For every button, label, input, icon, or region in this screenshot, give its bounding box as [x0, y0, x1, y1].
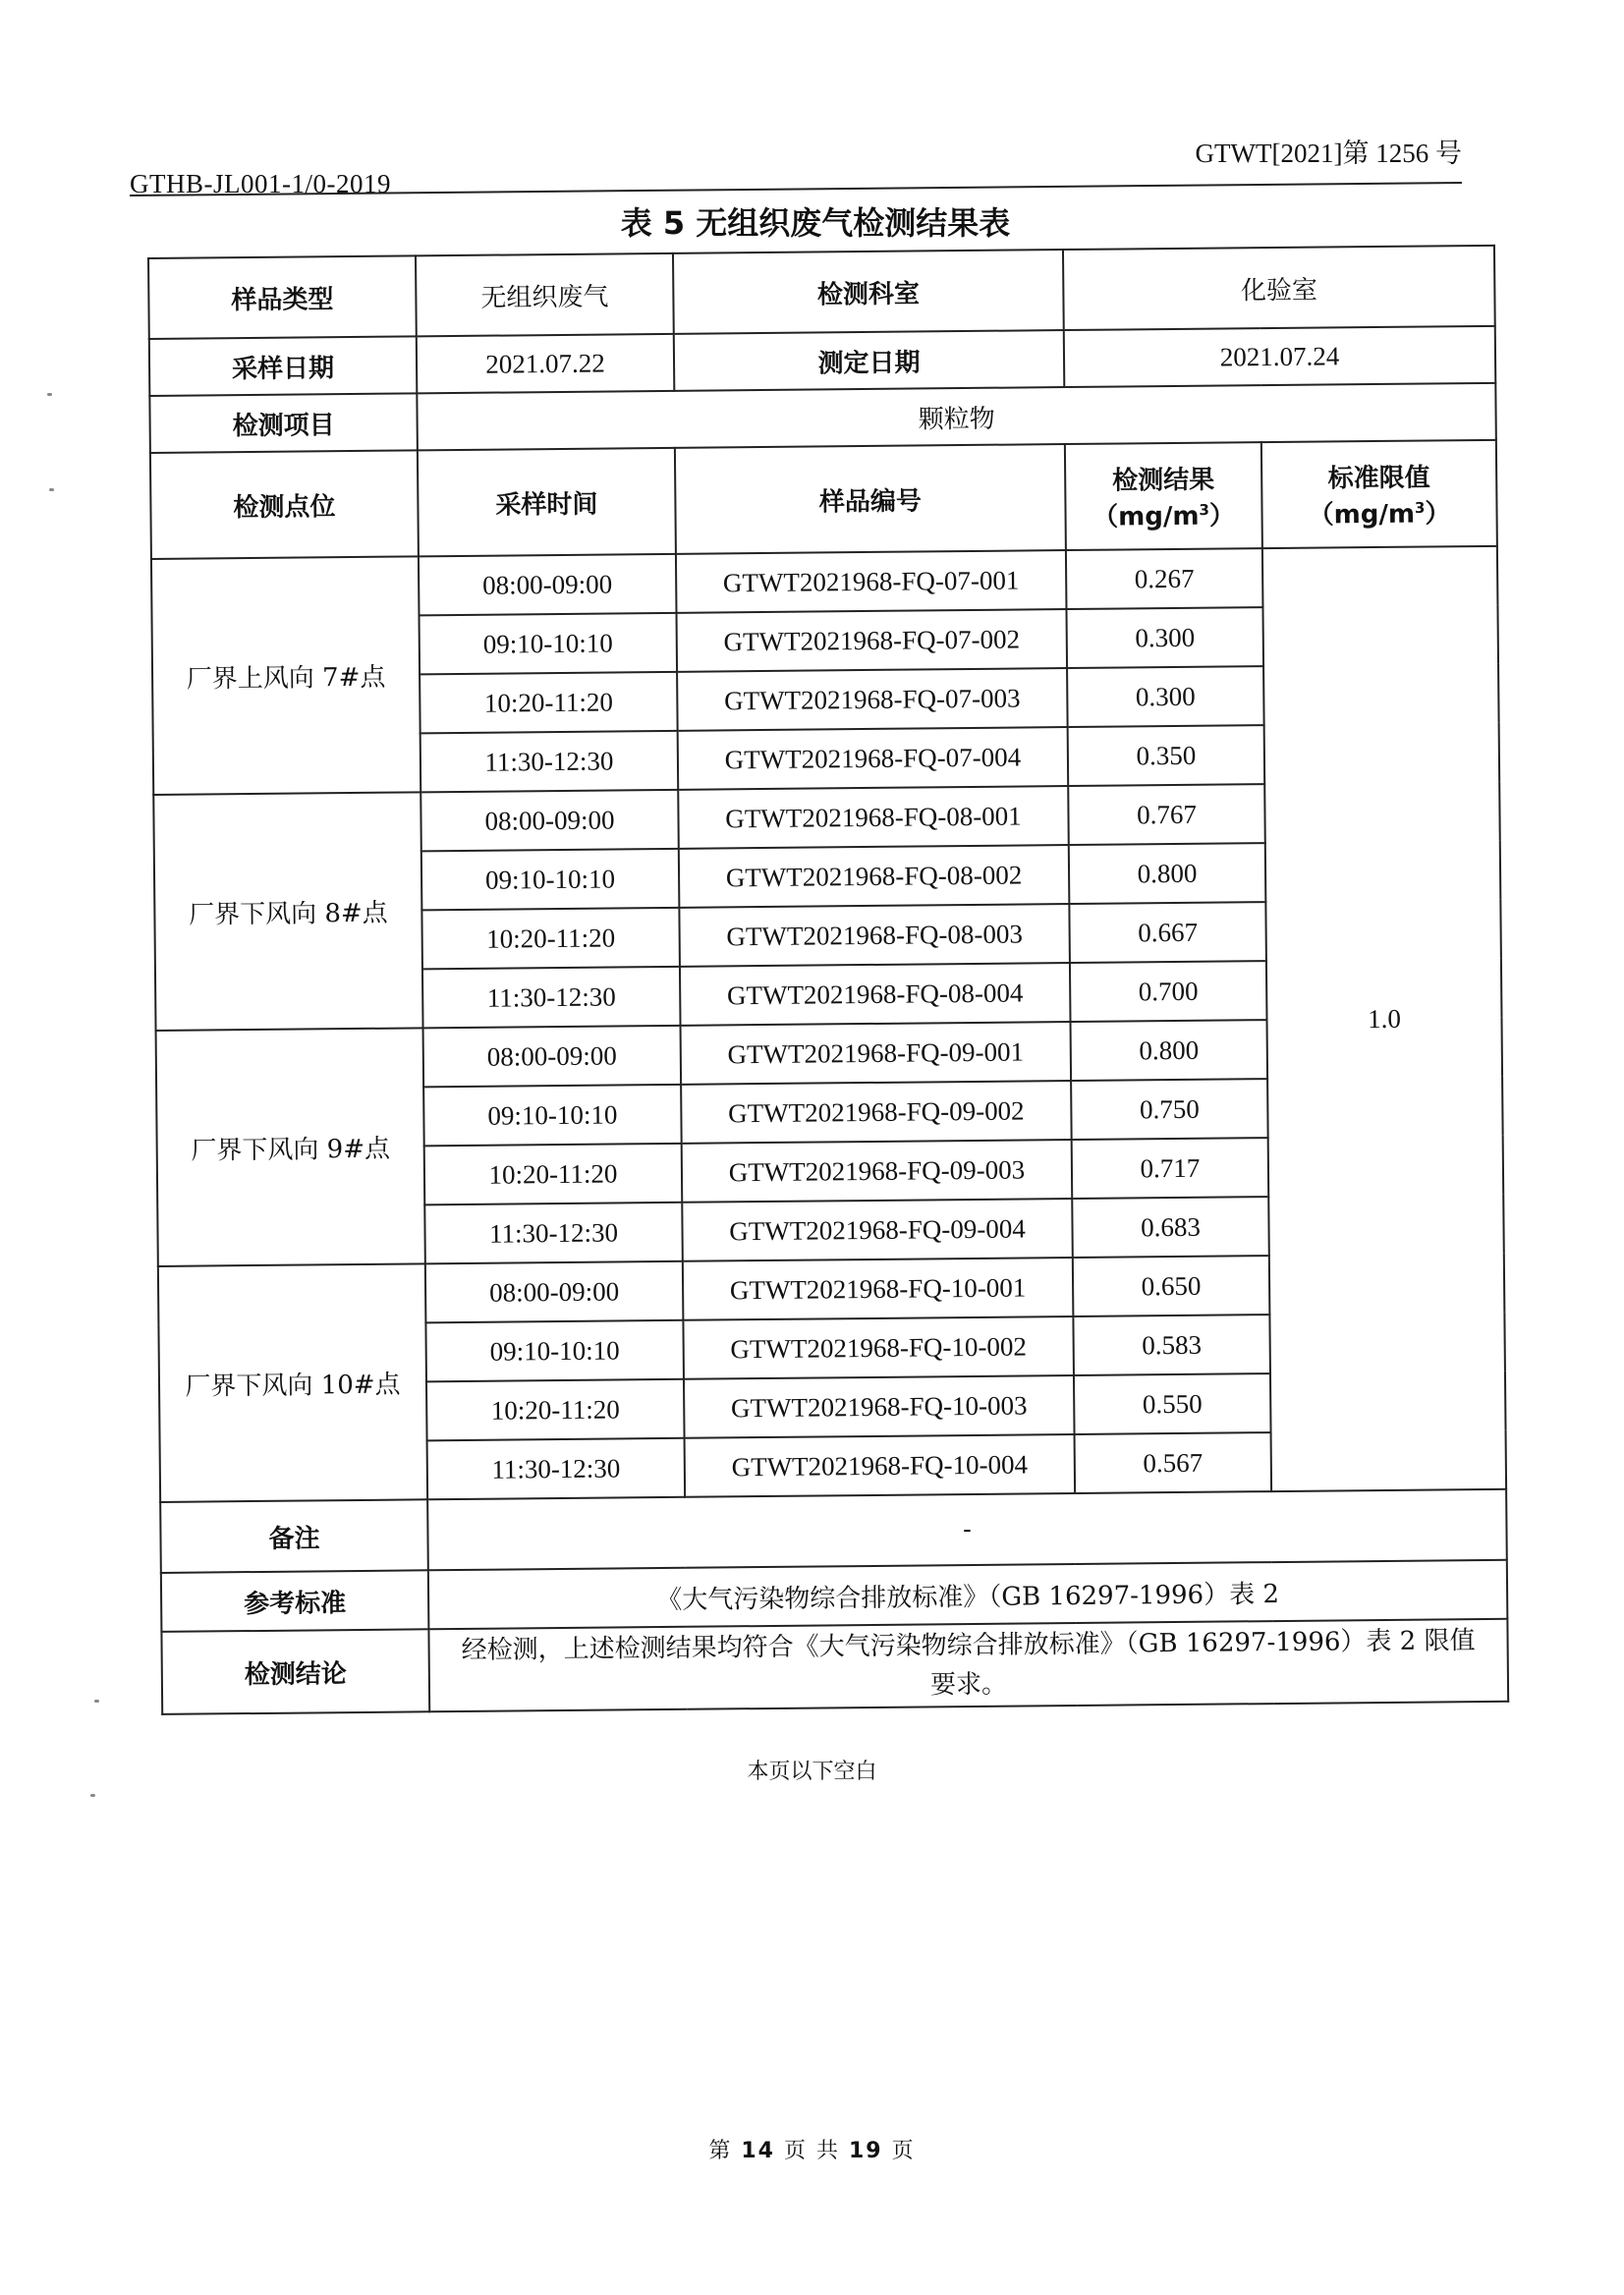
time-cell: 11:30-12:30 [427, 1438, 686, 1500]
sample-type-label: 样品类型 [148, 255, 417, 339]
sample-id-cell: GTWT2021968-FQ-10-001 [683, 1258, 1074, 1320]
point-cell: 厂界上风向 7#点 [151, 556, 420, 795]
time-cell: 10:20-11:20 [426, 1379, 685, 1441]
time-cell: 11:30-12:30 [424, 1203, 683, 1264]
result-cell: 0.750 [1071, 1079, 1268, 1140]
time-cell: 08:00-09:00 [419, 554, 677, 616]
result-cell: 0.300 [1067, 666, 1264, 727]
table-row [151, 546, 1498, 618]
result-cell: 0.683 [1072, 1197, 1269, 1258]
meta-row-sample-type [148, 246, 1495, 339]
sample-id-cell: GTWT2021968-FQ-07-001 [676, 550, 1067, 613]
sample-id-cell: GTWT2021968-FQ-07-003 [677, 668, 1068, 731]
scan-speck [49, 488, 54, 491]
table-title: 表 5 无组织废气检测结果表 [620, 204, 1011, 242]
conclusion-line-2: 要求。 [929, 1669, 1008, 1701]
time-cell: 08:00-09:00 [423, 1026, 682, 1088]
time-cell: 09:10-10:10 [423, 1085, 682, 1147]
result-cell: 0.583 [1073, 1315, 1270, 1375]
conclusion-line-1: 经检测，上述检测结果均符合《大气污染物综合排放标准》（GB 16297-1996）表 2 限值 [461, 1626, 1476, 1665]
sample-id-cell: GTWT2021968-FQ-09-003 [682, 1140, 1073, 1203]
test-date-label: 测定日期 [674, 330, 1065, 391]
results-table-wrapper [147, 245, 1507, 1715]
scan-speck [94, 1700, 99, 1703]
sampling-date-value: 2021.07.22 [417, 334, 675, 394]
total-pages: 19 [849, 2139, 883, 2163]
result-cell: 0.567 [1075, 1432, 1272, 1493]
column-header-result-unit: $(mg/m^3)$ [1092, 500, 1236, 532]
column-header-result [1065, 442, 1262, 550]
result-cell: 0.717 [1072, 1138, 1269, 1199]
result-cell: 0.350 [1068, 725, 1265, 786]
item-value: 颗粒物 [417, 383, 1496, 451]
conclusion-row [161, 1619, 1508, 1714]
time-cell: 11:30-12:30 [420, 731, 679, 793]
column-header-result-title: 检测结果 [1112, 465, 1215, 496]
sample-id-cell: GTWT2021968-FQ-10-002 [683, 1316, 1074, 1379]
sample-id-cell: GTWT2021968-FQ-08-004 [680, 963, 1071, 1026]
reference-value: 《大气污染物综合排放标准》（GB 16297-1996）表 2 [428, 1560, 1508, 1630]
time-cell: 10:20-11:20 [420, 672, 678, 734]
sample-type-value: 无组织废气 [416, 253, 674, 337]
test-date-value: 2021.07.24 [1064, 326, 1496, 387]
sample-id-cell: GTWT2021968-FQ-08-001 [678, 786, 1069, 849]
remarks-row [160, 1489, 1507, 1573]
form-code: GTHB-JL001-1/0-2019 [130, 169, 391, 198]
sample-id-cell: GTWT2021968-FQ-09-001 [681, 1022, 1072, 1085]
sample-id-cell: GTWT2021968-FQ-09-002 [681, 1081, 1072, 1144]
time-cell: 08:00-09:00 [420, 790, 679, 852]
page-number: 第 14 页 共 19 页 [708, 2139, 916, 2163]
lab-value: 化验室 [1063, 246, 1495, 330]
column-header-limit-unit: $(mg/m^3)$ [1308, 498, 1451, 531]
column-header-point: 检测点位 [150, 450, 419, 559]
sample-id-cell: GTWT2021968-FQ-07-004 [678, 727, 1069, 790]
current-page: 14 [741, 2139, 775, 2163]
scan-speck [90, 1794, 95, 1797]
reference-label: 参考标准 [161, 1570, 429, 1632]
time-cell: 09:10-10:10 [421, 849, 680, 911]
time-cell: 09:10-10:10 [425, 1320, 684, 1382]
column-header-limit-title: 标准限值 [1327, 463, 1430, 494]
time-cell: 10:20-11:20 [424, 1144, 683, 1205]
time-cell: 10:20-11:20 [421, 908, 680, 970]
result-cell: 0.667 [1069, 902, 1266, 963]
remarks-value: - [427, 1489, 1507, 1571]
column-header-limit [1261, 440, 1497, 548]
point-cell: 厂界下风向 9#点 [156, 1028, 425, 1266]
column-header-sample-id: 样品编号 [675, 444, 1066, 554]
sample-id-cell: GTWT2021968-FQ-07-002 [676, 609, 1067, 672]
sample-id-cell: GTWT2021968-FQ-10-004 [685, 1434, 1076, 1497]
result-cell: 0.650 [1073, 1256, 1270, 1316]
time-cell: 11:30-12:30 [422, 967, 681, 1029]
point-cell: 厂界下风向 10#点 [158, 1263, 427, 1502]
report-number: GTWT[2021]第 1256 号 [1195, 139, 1462, 168]
time-cell: 08:00-09:00 [425, 1261, 684, 1323]
result-cell: 0.300 [1066, 607, 1263, 668]
blank-below-note: 本页以下空白 [747, 1760, 877, 1784]
sample-id-cell: GTWT2021968-FQ-08-002 [679, 845, 1070, 908]
column-header-row [150, 440, 1497, 559]
point-cell: 厂界下风向 8#点 [153, 792, 422, 1031]
time-cell: 09:10-10:10 [420, 613, 678, 675]
results-table [147, 245, 1509, 1715]
scan-speck [47, 393, 52, 396]
conclusion-value [428, 1619, 1508, 1712]
lab-label: 检测科室 [673, 250, 1064, 334]
conclusion-label: 检测结论 [161, 1629, 429, 1714]
result-cell: 0.550 [1074, 1373, 1271, 1434]
result-cell: 0.800 [1071, 1020, 1268, 1081]
result-cell: 0.800 [1069, 843, 1266, 904]
sample-id-cell: GTWT2021968-FQ-10-003 [684, 1375, 1075, 1438]
result-cell: 0.767 [1068, 784, 1265, 845]
sample-id-cell: GTWT2021968-FQ-08-003 [679, 904, 1070, 967]
sampling-date-label: 采样日期 [149, 336, 418, 396]
result-cell: 0.700 [1070, 961, 1267, 1022]
limit-cell: 1.0 [1262, 546, 1506, 1491]
remarks-label: 备注 [160, 1499, 428, 1573]
item-label: 检测项目 [149, 393, 418, 453]
column-header-time: 采样时间 [418, 448, 676, 557]
result-cell: 0.267 [1066, 548, 1263, 609]
sample-id-cell: GTWT2021968-FQ-09-004 [682, 1199, 1073, 1261]
